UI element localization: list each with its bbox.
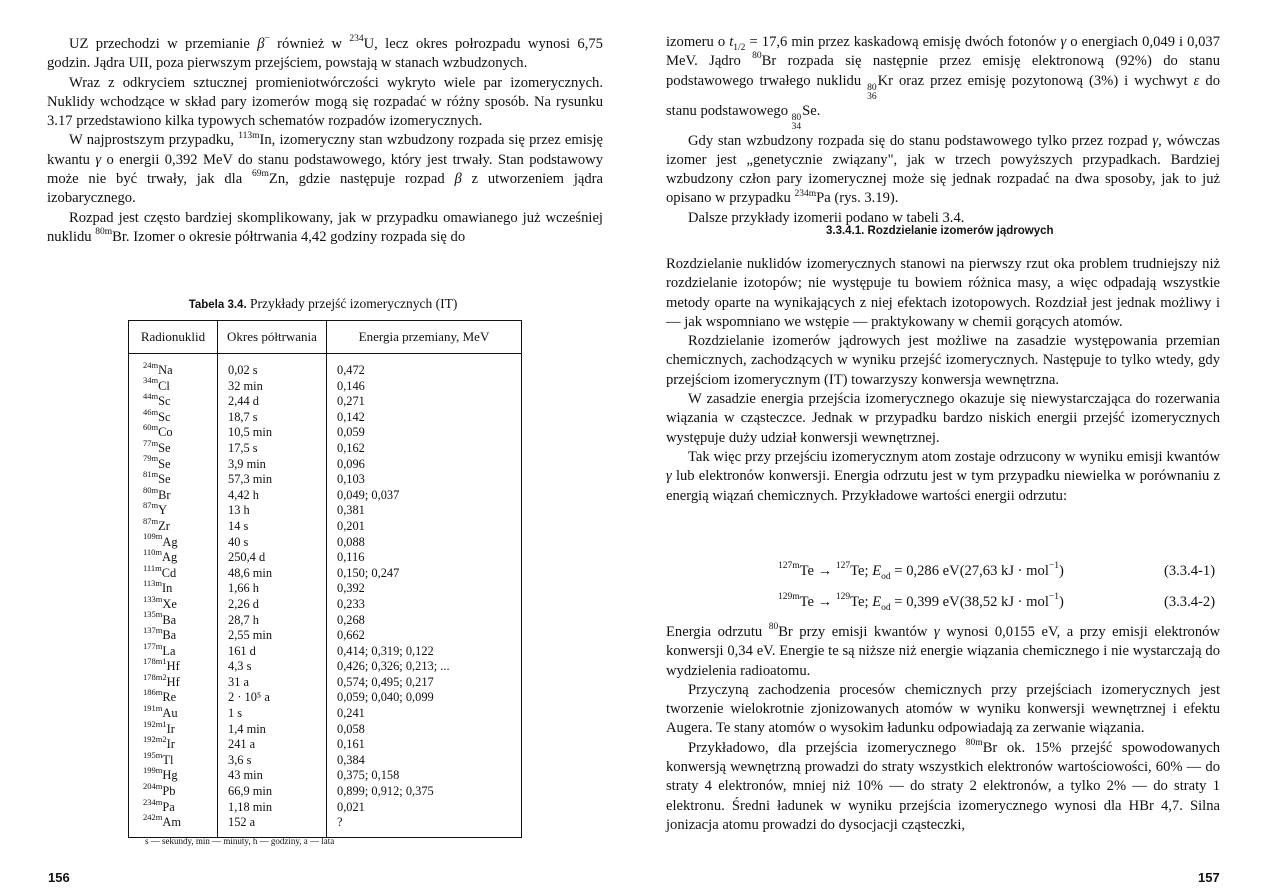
paragraph: Rozdzielanie izomerów jądrowych jest możliwe na zasadzie występowania przemian chemicznych, zachodzących w wyniku przejść izomerycznych. Następuje to tylko wtedy, gdy przejściom izomerycznym (IT) towarzyszy konwersja wewnętrzna.: [666, 333, 1220, 388]
element-symbol: Na: [158, 363, 173, 377]
element-symbol: Ba: [162, 612, 177, 627]
energy-cell: 0,150; 0,247: [337, 565, 400, 580]
mass-number: 195m: [143, 749, 163, 760]
page-number: 156: [48, 870, 70, 885]
paragraph: Energia odrzutu $^{80}$Br przy emisji kwantów γ wynosi 0,0155 eV, a przy emisji elektronów konwersji 0,34 eV. Energie te są niższe niż energie wiązania chemicznego i nie wystarczają do wydzielenia radioatomu.: [666, 622, 1220, 679]
energy-column: [337, 363, 521, 831]
energy-cell: 0,116: [337, 550, 365, 565]
half-life-cell: 66,9 min: [228, 784, 273, 799]
paragraph: UZ przechodzi w przemianie β− również w $^{234}$U, lecz okres połrozpadu wynosi 6,75 godzin. Jądra UII, poza pierwszym przejściem, powstają w stanach wzbudzonych.: [47, 34, 603, 72]
mass-number: 87m: [143, 515, 159, 526]
half-life-cell: 161 d: [228, 643, 256, 658]
element-symbol: Br: [158, 487, 171, 502]
equation-1-label: (3.3.4-1): [1164, 563, 1216, 579]
left-body-text: [47, 35, 603, 247]
mass-number: 110m: [143, 547, 163, 557]
energy-cell: 0,103: [337, 472, 365, 487]
equation-2-label: (3.3.4-2): [1164, 594, 1216, 610]
element-symbol: La: [162, 643, 176, 658]
element-symbol: Sc: [158, 409, 171, 424]
energy-cell: 0,049; 0,037: [337, 487, 400, 502]
half-life-cell: 152 a: [228, 815, 256, 830]
mass-number: 77m: [143, 437, 159, 448]
energy-cell: 0,381: [337, 503, 365, 518]
half-life-column: [228, 363, 326, 831]
energy-cell: 0,142: [337, 409, 365, 424]
half-life-cell: 13 h: [228, 503, 250, 518]
element-symbol: Se: [158, 440, 171, 455]
half-life-cell: 18,7 s: [228, 409, 258, 424]
energy-cell: 0,241: [337, 706, 365, 721]
element-symbol: Cd: [161, 565, 177, 580]
half-life-cell: 43 min: [228, 768, 263, 783]
energy-cell: 0,088: [337, 534, 365, 549]
half-life-cell: 2,26 d: [228, 596, 259, 611]
half-life-cell: 32 min: [228, 378, 263, 393]
table-body-row: [129, 354, 522, 838]
mass-number: 192m2: [143, 734, 167, 745]
half-life-cell: 2,55 min: [228, 628, 273, 643]
header-half-life: Okres półtrwania: [218, 321, 327, 354]
mass-number: 24m: [143, 359, 159, 370]
equation-2: $^{129m}$Te → $^{129}$Te; $E_{od} = 0,399$ eV(38,52 kJ · mol$^{-1}$): [778, 592, 1064, 613]
paragraph: W zasadzie energia przejścia izomerycznego okazuje się niewystarczająca do rozerwania wiązania w cząsteczce. Jednak w przypadku bardzo niskich energii przejść izomerycznych występuje duży udział konwersji wewnętrznej.: [666, 391, 1220, 446]
mass-number: 191m: [143, 702, 163, 713]
right-body-middle: [666, 255, 1220, 506]
mass-number: 178m1: [143, 656, 167, 667]
energy-cell: 0,146: [337, 378, 365, 393]
half-life-cell: 3,9 min: [228, 456, 266, 471]
paragraph: Gdy stan wzbudzony rozpada się do stanu podstawowego tylko przez rozpad γ, wówczas izomer jest „genetycznie związany", jak w trzech powyższych przypadkach. Bardziej wzbudzony człon pary izomerycznej może się jednak rozpadać na dwa sposoby, jak to już opisano w przypadku $^{234m}$Pa (rys. 3.19).: [666, 132, 1220, 207]
energy-cell: 0,426; 0,326; 0,213; ...: [337, 659, 450, 674]
mass-number: 199m: [143, 765, 163, 776]
energy-cell: 0,392: [337, 581, 365, 596]
mass-number: 46m: [143, 406, 159, 417]
half-life-cell: 40 s: [228, 534, 249, 549]
energy-cell: 0,662: [337, 628, 365, 643]
element-symbol: Ag: [162, 550, 178, 565]
energy-cell: 0,899; 0,912; 0,375: [337, 784, 434, 799]
left-page: [0, 0, 631, 893]
element-symbol: Xe: [162, 596, 177, 611]
right-body-top: [666, 33, 1220, 228]
radionuclide-cell: [143, 812, 217, 831]
mass-number: 242m: [143, 812, 163, 823]
element-symbol: Hf: [166, 674, 180, 689]
paragraph: Rozpad jest często bardziej skomplikowany, jak w przypadku omawianego już wcześniej nuklidu $^{80m}$Br. Izomer o okresie półtrwania 4,42 godziny rozpada się do: [47, 209, 603, 245]
mass-number: 111m: [143, 562, 162, 573]
element-symbol: Pb: [162, 784, 176, 799]
mass-number: 186m: [143, 687, 163, 698]
section-heading: 3.3.4.1. Rozdzielanie izomerów jądrowych: [826, 225, 1054, 237]
header-energy: Energia przemiany, MeV: [327, 321, 522, 354]
energy-cell: 0,161: [337, 737, 365, 752]
element-symbol: Ba: [162, 628, 177, 643]
energy-cell: ?: [337, 815, 343, 830]
element-symbol: Se: [158, 456, 171, 471]
mass-number: 44m: [143, 391, 159, 402]
half-life-cell: 2,44 d: [228, 394, 259, 409]
energy-cell: 0,021: [337, 799, 365, 814]
energy-cell: 0,271: [337, 394, 365, 409]
half-life-cell: 3,6 s: [228, 752, 252, 767]
half-life-cell: 1,66 h: [228, 581, 259, 596]
half-life-cell: 4,3 s: [228, 659, 252, 674]
energy-cell: 0,096: [337, 456, 365, 471]
mass-number: 137m: [143, 624, 163, 635]
mass-number: 79m: [143, 453, 159, 464]
paragraph: izomeru o $t_{1/2} = 17,6$ min przez kaskadową emisję dwóch fotonów γ o energiach 0,049 i 0,037 MeV. Jądro $^{80}$Br rozpada się następnie przez emisję elektronową (92%) do stanu podstawowego trwałego nuklidu 80 36 Kr oraz przez emisję pozytonową (3%) i wychwyt ε do stanu podstawowego 80 34 Se.: [666, 34, 1220, 132]
half-life-cell: 4,42 h: [228, 487, 259, 502]
half-life-cell: 1,18 min: [228, 799, 273, 814]
element-symbol: Pa: [162, 799, 175, 814]
mass-number: 192m1: [143, 718, 167, 729]
element-symbol: Re: [162, 690, 177, 705]
mass-number: 60m: [143, 422, 159, 433]
element-symbol: Hg: [162, 768, 178, 783]
right-page: [632, 0, 1263, 893]
element-symbol: Co: [158, 425, 173, 440]
energy-cell: 0,574; 0,495; 0,217: [337, 674, 434, 689]
paragraph: Rozdzielanie nuklidów izomerycznych stanowi na pierwszy rzut oka problem trudniejszy niż rozdzielanie izotopów; nie występuje tu bowiem różnica masy, a więc odpadają wszystkie metody oparte na wynikających z niej efektach izotopowych. Rozdział jest jednak możliwy i — jak wspomniano we wstępie — praktykowany w chemii gorących atomów.: [666, 256, 1220, 330]
half-life-cell: 14 s: [228, 518, 249, 533]
table-caption-text: Przykłady przejść izomerycznych (IT): [250, 296, 458, 311]
page-number: 157: [1198, 870, 1220, 885]
element-symbol: Ir: [166, 737, 175, 752]
table-footnote: s — sekundy, min — minuty, h — godziny, a — lata: [145, 836, 335, 846]
element-symbol: Cl: [158, 378, 170, 393]
table-caption-label: Tabela 3.4.: [188, 299, 247, 311]
energy-cell: 0,414; 0,319; 0,122: [337, 643, 434, 658]
half-life-cell: 10,5 min: [228, 425, 273, 440]
half-life-cell: 250,4 d: [228, 550, 266, 565]
energy-cell: 0,233: [337, 596, 365, 611]
header-radionuclide: Radionuklid: [129, 321, 218, 354]
mass-number: 87m: [143, 500, 159, 511]
element-symbol: Am: [162, 815, 181, 830]
half-life-cell: 1,4 min: [228, 721, 266, 736]
energy-cell: 0,162: [337, 440, 365, 455]
energy-cell: 0,268: [337, 612, 365, 627]
mass-number: 113m: [143, 578, 163, 589]
mass-number: 204m: [143, 780, 163, 791]
half-life-cell: 28,7 h: [228, 612, 259, 627]
element-symbol: Ag: [162, 534, 178, 549]
energy-cell: 0,059; 0,040; 0,099: [337, 690, 434, 705]
half-life-cell: 241 a: [228, 737, 256, 752]
mass-number: 109m: [143, 531, 163, 542]
element-symbol: In: [162, 581, 173, 596]
mass-number: 234m: [143, 796, 163, 807]
element-symbol: Y: [158, 503, 168, 518]
paragraph: Dalsze przykłady izomerii podano w tabeli 3.4.: [688, 209, 965, 226]
half-life-cell: 17,5 s: [228, 440, 258, 455]
half-life-cell: 48,6 min: [228, 565, 273, 580]
half-life-cell: 31 a: [228, 674, 249, 689]
mass-number: 81m: [143, 469, 159, 480]
energy-cell: 0,058: [337, 721, 365, 736]
energy-cell: 0,201: [337, 518, 365, 533]
half-life-cell: 0,02 s: [228, 363, 258, 377]
element-symbol: Tl: [162, 752, 174, 767]
half-life-cell: 2 · 10⁵ a: [228, 690, 270, 705]
table-caption: [128, 296, 518, 312]
mass-number: 177m: [143, 640, 163, 651]
mass-number: 133m: [143, 593, 163, 604]
equation-1: $^{127m}$Te → $^{127}$Te; $E_{od} = 0,286$ eV(27,63 kJ · mol$^{-1}$): [778, 561, 1064, 582]
radionuclide-column: [143, 359, 217, 831]
element-symbol: Sc: [158, 394, 171, 409]
paragraph: Tak więc przy przejściu izomerycznym atom zostaje odrzucony w wyniku emisji kwantów γ lub elektronów konwersji. Energia odrzutu jest w tym przypadku niewielka w porównaniu z energią wiązań chemicznych. Przykładowe wartości energii odrzutu:: [666, 448, 1220, 504]
element-symbol: Hf: [166, 659, 180, 674]
paragraph: Wraz z odkryciem sztucznej promieniotwórczości wykryto wiele par izomerycznych. Nuklidy wchodzące w skład pary izomerów mogą się rozpadać w różny sposób. Na rysunku 3.17 przedstawiono kilka typowych schematów rozpadów izomerycznych.: [47, 74, 603, 130]
mass-number: 178m2: [143, 671, 167, 682]
isomer-table: [128, 320, 522, 838]
half-life-cell: 57,3 min: [228, 472, 273, 487]
mass-number: 80m: [143, 484, 159, 495]
element-symbol: Zr: [158, 518, 170, 533]
paragraph: Przykładowo, dla przejścia izomerycznego $^{80m}$Br ok. 15% przejść spowodowanych konwersją wewnętrzną prowadzi do straty wszystkich elektronów wartościowości, 60% — do straty 4 elektronów, mniej niż 10% — do straty 2 elektronów, a tylko 2% — do straty 1 elektronu. Średni ładunek w wyniku przejścia izomerycznego wynosi dla HBr 4,7. Silna jonizacja atomu prowadzi do dysocjacji cząsteczki,: [666, 737, 1220, 833]
element-symbol: Ir: [166, 721, 175, 736]
energy-cell: 0,375; 0,158: [337, 768, 400, 783]
right-body-bottom: [666, 623, 1220, 835]
energy-cell: 0,059: [337, 425, 365, 440]
paragraph: W najprostszym przypadku, $^{113m}$In, izomeryczny stan wzbudzony rozpada się przez emisję kwantu γ o energii 0,392 MeV do stanu podstawowego, który jest trwały. Stan podstawowy może nie być trwały, jak dla $^{69m}$Zn, gdzie następuje rozpad β z utworzeniem jądra izobarycznego.: [47, 130, 603, 207]
element-symbol: Se: [158, 472, 171, 487]
energy-cell: 0,384: [337, 752, 365, 767]
energy-cell: 0,472: [337, 363, 365, 377]
paragraph: Przyczyną zachodzenia procesów chemicznych przy przejściach izomerycznych jest tworzenie wielokrotnie zjonizowanych atomów w wyniku konwersji wewnętrznej i efektu Augera. Te stany atomów o wysokim ładunku odpowiadają za zerwanie wiązania.: [666, 681, 1220, 737]
mass-number: 135m: [143, 609, 163, 620]
mass-number: 34m: [143, 375, 159, 386]
element-symbol: Au: [162, 706, 178, 721]
half-life-cell: 1 s: [228, 706, 243, 721]
